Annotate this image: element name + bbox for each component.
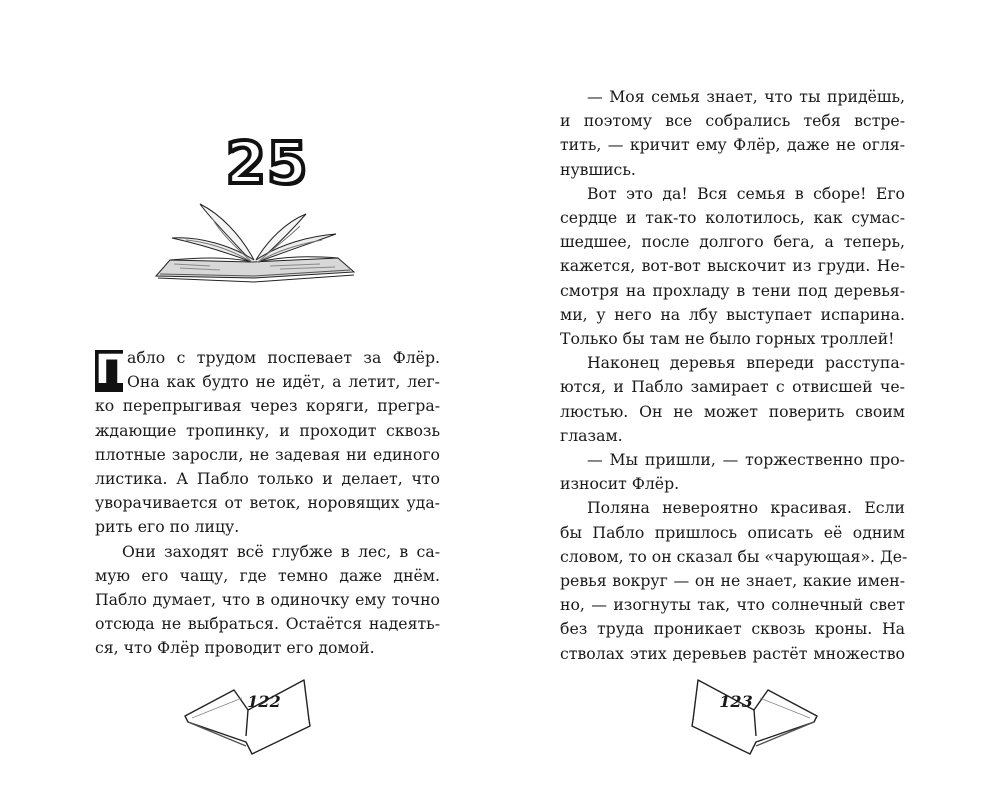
- text-line: — Моя семья знает, что ты придёшь,: [587, 87, 905, 106]
- text-line: люстью. Он не может поверить своим: [560, 401, 905, 421]
- text-line: Они заходят всё глубже в лес, в са-: [122, 541, 440, 561]
- page-number-ornament: [690, 676, 870, 756]
- text-line: износит Флёр.: [560, 474, 680, 494]
- open-book-sketch-icon: [150, 198, 360, 288]
- text-line: бы Пабло пришлось описать её одним: [560, 522, 905, 542]
- text-line: Она как будто не идёт, а летит, лег-: [127, 372, 440, 392]
- text-line: ко перепрыгивая через коряги, прегра-: [95, 396, 440, 416]
- text-line: мую его чащу, где темно даже днём.: [95, 565, 440, 585]
- right-page: [500, 0, 1000, 808]
- text-line: отсюда не выбраться. Остаётся надеять-: [95, 614, 440, 634]
- chapter-number: 25: [225, 129, 309, 197]
- page-number: 122: [247, 692, 281, 711]
- text-line: ждающие тропинку, и проходит сквозь: [95, 420, 440, 440]
- text-line: ются, и Пабло замирает с отвисшей че-: [560, 377, 905, 397]
- page-number: 123: [719, 692, 753, 711]
- text-line: глазам.: [560, 425, 623, 445]
- paragraph: [95, 346, 440, 540]
- paragraph: [560, 182, 905, 351]
- text-line: сердце и так-то колотилось, как сумас-: [560, 208, 905, 228]
- right-page-text: [560, 85, 908, 666]
- text-line: — Мы пришли, — торжественно про-: [587, 450, 905, 470]
- text-line: стволах этих деревьев растёт множество: [560, 643, 905, 663]
- open-book-outline-icon: [690, 676, 820, 756]
- text-line: Только бы там не было горных троллей!: [560, 329, 895, 349]
- text-line: плотные заросли, не задевая ни единого: [95, 444, 440, 464]
- text-line: и поэтому все собрались тебя встре-: [560, 111, 905, 131]
- paragraph: [560, 85, 905, 182]
- paragraph: [560, 496, 908, 665]
- text-line: ревья вокруг — он не знает, какие имен-: [560, 571, 905, 591]
- page-number-ornament: [182, 676, 362, 756]
- text-line: Вот это да! Вся семья в сборе! Его: [587, 183, 905, 203]
- text-line: без труда проникает сквозь кроны. На: [560, 619, 905, 639]
- text-line: ся, что Флёр проводит его домой.: [95, 638, 375, 658]
- left-page-text: [95, 346, 440, 661]
- text-line: тить, — кричит ему Флёр, даже не огля-: [560, 135, 905, 155]
- open-book-outline-icon: [182, 676, 312, 756]
- text-line: Пабло думает, что в одиночку ему точно: [95, 590, 440, 610]
- text-line: кажется, вот-вот выскочит из груди. Не-: [560, 256, 905, 276]
- text-line: уворачивается от веток, норовящих уда-: [95, 493, 440, 513]
- text-line: нувшись.: [560, 159, 636, 179]
- text-line: шедшее, после долгого бега, а теперь,: [560, 232, 905, 252]
- text-line: листика. А Пабло только и делает, что: [95, 469, 440, 489]
- text-line: Поляна невероятно красивая. Если: [587, 498, 905, 518]
- text-line: но, — изогнуты так, что солнечный свет: [560, 595, 905, 615]
- text-line: рить его по лицу.: [95, 517, 240, 537]
- text-line: Наконец деревья впереди расступа-: [587, 353, 905, 373]
- paragraph: [560, 351, 905, 448]
- text-line: словом, то он сказал бы «чарующая». Де-: [560, 546, 908, 566]
- text-line: абло с трудом поспевает за Флёр.: [127, 348, 440, 367]
- paragraph: [95, 540, 440, 661]
- drop-cap: П: [95, 347, 129, 393]
- text-line: смотря на прохладу в тени под деревья-: [560, 280, 905, 300]
- paragraph: [560, 448, 905, 496]
- text-line: ми, у него на лбу выступает испарина.: [560, 304, 905, 324]
